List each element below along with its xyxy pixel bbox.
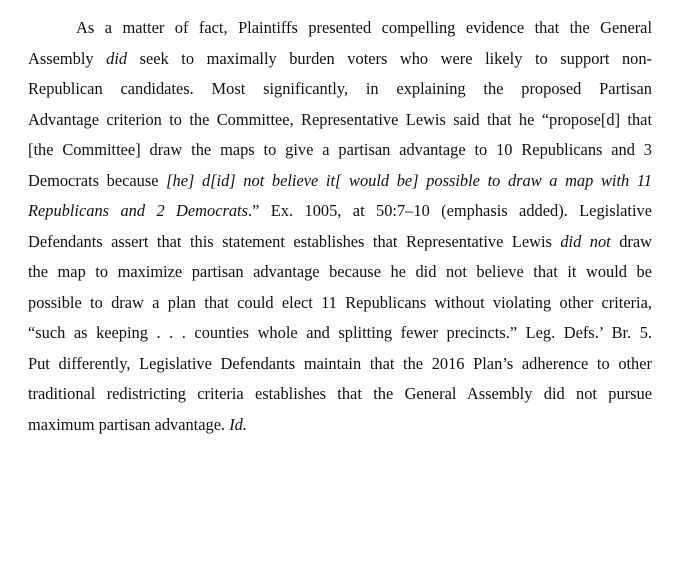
text-line xyxy=(28,257,652,288)
text-line xyxy=(28,410,652,441)
text-line xyxy=(28,318,652,349)
text-line xyxy=(28,379,652,410)
text-line xyxy=(28,44,652,75)
emphasis-text: did xyxy=(106,48,128,68)
text-line xyxy=(28,349,652,380)
text-run: Put differently, Legislative Defendants maintain that the 2016 Plan’s adherence to other xyxy=(28,353,652,373)
text-run: Republican candidates. Most significantly, in explaining the proposed Partisan xyxy=(28,79,652,98)
emphasis-text: [he] d[id] not believe it[ would be] possible to draw a map with 11 xyxy=(166,170,652,190)
text-run: draw xyxy=(610,231,652,251)
text-run: Assembly xyxy=(28,48,107,68)
text-run: [the Committee] draw the maps to give a partisan advantage to 10 Republicans and 3 xyxy=(28,140,652,159)
text-run: maximum partisan advantage. xyxy=(28,414,230,434)
text-line xyxy=(28,166,652,197)
emphasis-text: Republicans and 2 Democrats xyxy=(28,201,248,220)
text-line xyxy=(28,135,652,166)
emphasis-text: did not xyxy=(560,231,611,251)
text-run: Defendants assert that this statement establishes that Representative Lewis xyxy=(28,231,561,251)
text-line xyxy=(28,105,652,136)
text-run: the map to maximize partisan advantage because he did not believe that it would be xyxy=(28,262,652,281)
text-run: “such as keeping . . . counties whole and splitting fewer precincts.” Leg. Defs.’ Br. 5. xyxy=(28,323,652,342)
body-paragraph xyxy=(28,13,652,440)
text-line xyxy=(28,13,652,44)
text-line xyxy=(28,227,652,258)
text-run: traditional redistricting criteria establishes that the General Assembly did not pursue xyxy=(28,384,652,403)
emphasis-text: Id. xyxy=(229,414,247,434)
text-run: Advantage criterion to the Committee, Representative Lewis said that he “propose[d] that xyxy=(28,109,652,129)
text-line xyxy=(28,74,652,105)
text-run: Democrats because xyxy=(28,170,167,190)
text-line xyxy=(28,288,652,319)
text-run: possible to draw a plan that could elect 11 Republicans without violating other criteria, xyxy=(28,292,652,312)
text-run: .” Ex. 1005, at 50:7–10 (emphasis added). Legislative xyxy=(247,201,652,220)
text-line xyxy=(28,196,652,227)
text-run: seek to maximally burden voters who were likely to support non- xyxy=(127,48,653,68)
text-run: As a matter of fact, Plaintiffs presented compelling evidence that the General xyxy=(76,18,652,37)
